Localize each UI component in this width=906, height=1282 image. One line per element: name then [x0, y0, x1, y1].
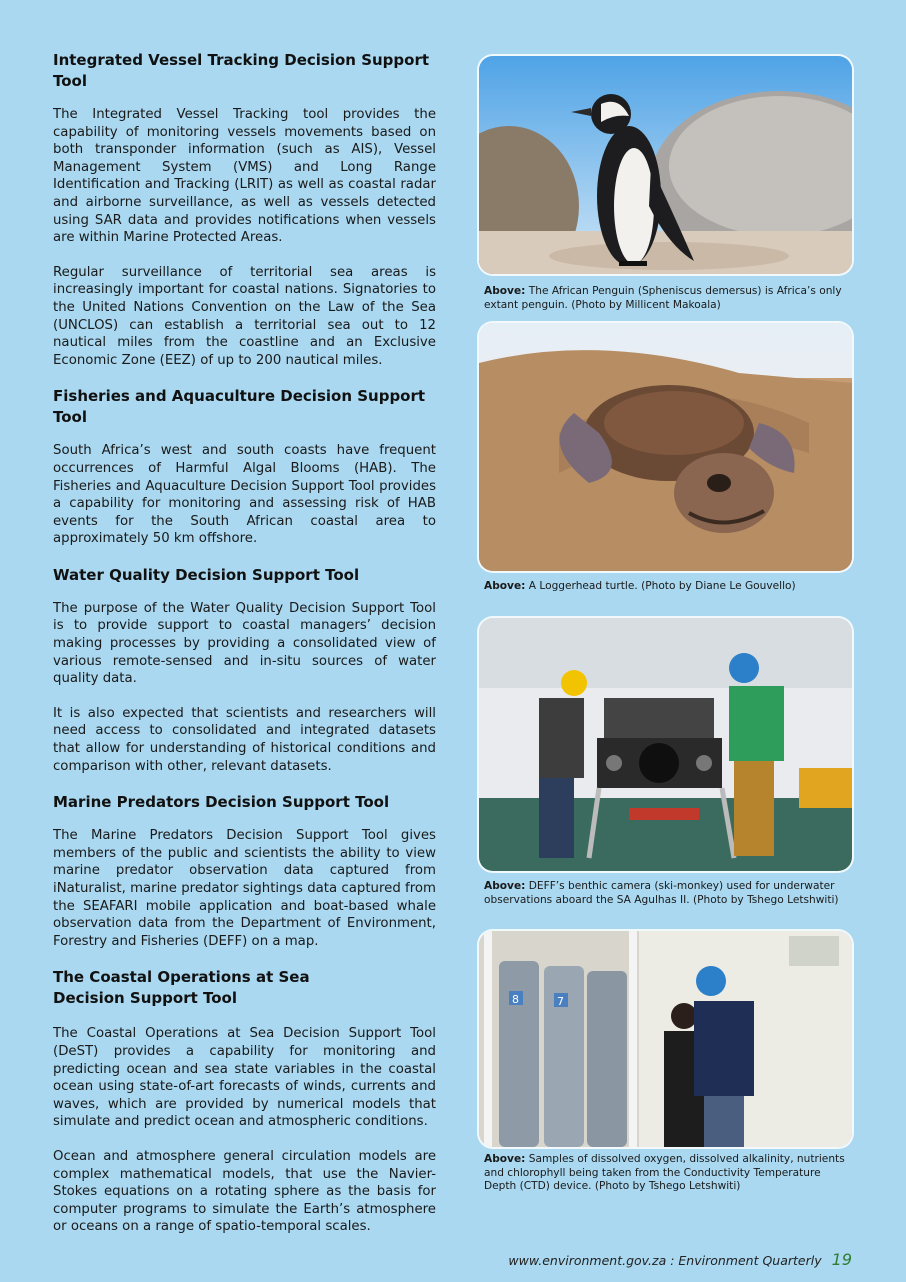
caption-prefix: Above:: [484, 285, 526, 297]
caption-text: Samples of dissolved oxygen, dissolved alkalinity, nutrients and chlorophyll being taken from the Conductivity Temperature Depth (CTD) device. (Photo by Tshego Letshwiti): [484, 1153, 845, 1193]
paragraph: The Coastal Operations at Sea Decision Support Tool (DeST) provides a capability for monitoring and predicting ocean and sea state variables in the coastal ocean using state-of-art forecasts of winds, currents and waves, which are provided by numerical models that simulate and predict ocean and atmospheric conditions.: [53, 1026, 436, 1130]
section-heading-marine-predators: Marine Predators Decision Support Tool: [53, 793, 390, 812]
section-heading-fisheries: Fisheries and Aquaculture Decision Support Tool: [53, 387, 426, 427]
ctd-sampling-photo: [479, 931, 852, 1147]
cylinder-label: 8: [512, 993, 519, 1006]
caption-text: DEFF’s benthic camera (ski-monkey) used for underwater observations aboard the SA Agulhas II. (Photo by Tshego Letshwiti): [484, 880, 839, 906]
heading-line: Decision Support Tool: [53, 989, 237, 1008]
caption-ctd-sampling: [484, 1153, 854, 1194]
caption-prefix: Above:: [484, 580, 526, 592]
caption-penguin: [484, 285, 854, 312]
section-heading-vessel-tracking: Integrated Vessel Tracking Decision Support Tool: [53, 51, 430, 90]
ctd-cylinders: [499, 961, 627, 1147]
footer-text: www.environment.gov.za : Environment Quarterly: [508, 1253, 822, 1268]
paragraph: The purpose of the Water Quality Decision Support Tool is to provide support to coastal managers’ decision making processes by providing a consolidated view of various remote-sensed and in-situ sources of water quality data.: [53, 600, 436, 687]
paragraph: Regular surveillance of territorial sea areas is increasingly important for coastal nations. Signatories to the United Nations Convention on the Law of the Sea (UNCLOS) can establish a territorial sea out to 12 nautical miles from the coastline and an Exclusive Economic Zone (EEZ) of up to 200 nautical miles.: [53, 264, 436, 368]
page-footer: [508, 1250, 852, 1269]
caption-text: A Loggerhead turtle. (Photo by Diane Le Gouvello): [525, 580, 796, 592]
page-number: 19: [831, 1250, 852, 1269]
heading-line: The Coastal Operations at Sea: [53, 968, 310, 987]
caption-turtle: [484, 580, 854, 594]
paragraph: South Africa’s west and south coasts have frequent occurrences of Harmful Algal Blooms (HAB). The Fisheries and Aquaculture Decision Support Tool provides a capability for monitoring and assessing risk of HAB events for the South African coastal area to approximately 50 km offshore.: [53, 443, 436, 547]
caption-prefix: Above:: [484, 1153, 526, 1165]
caption-text: The African Penguin (Spheniscus demersus) is Africa’s only extant penguin. (Photo by Millicent Makoala): [484, 285, 842, 311]
cylinder-label: 7: [557, 995, 564, 1008]
benthic-camera-photo: [479, 618, 852, 871]
turtle-photo: [479, 323, 852, 571]
paragraph: It is also expected that scientists and researchers will need access to consolidated and integrated datasets that allow for understanding of historical conditions and comparison with other, relevant datasets.: [53, 705, 436, 774]
penguin-photo: [479, 56, 852, 274]
paragraph: The Marine Predators Decision Support Tool gives members of the public and scientists the ability to view marine predator observation data captured from iNaturalist, marine predator sightings data captured from the SEAFARI mobile application and boat-based whale observation data from the Department of Environment, Forestry and Fisheries (DEFF) on a map.: [53, 828, 436, 949]
section-heading-water-quality: Water Quality Decision Support Tool: [53, 565, 360, 584]
paragraph: The Integrated Vessel Tracking tool provides the capability of monitoring vessels movements based on both transponder information (such as AIS), Vessel Management System (VMS) and Long Range Identification and Tracking (LRIT) as well as coastal radar and airborne surveillance, as well as vessels detected using SAR data and provides notifications when vessels are within Marine Protected Areas.: [53, 107, 436, 246]
caption-prefix: Above:: [484, 880, 526, 892]
section-heading-coastal-operations: [53, 967, 436, 1009]
article-body: [53, 50, 436, 1253]
paragraph: Ocean and atmosphere general circulation models are complex mathematical models, that use the Navier-Stokes equations on a rotating sphere as the basis for computer programs to simulate the Earth’s atmosphere or oceans on a range of spatio-temporal scales.: [53, 1148, 436, 1235]
caption-benthic-camera: [484, 880, 854, 907]
